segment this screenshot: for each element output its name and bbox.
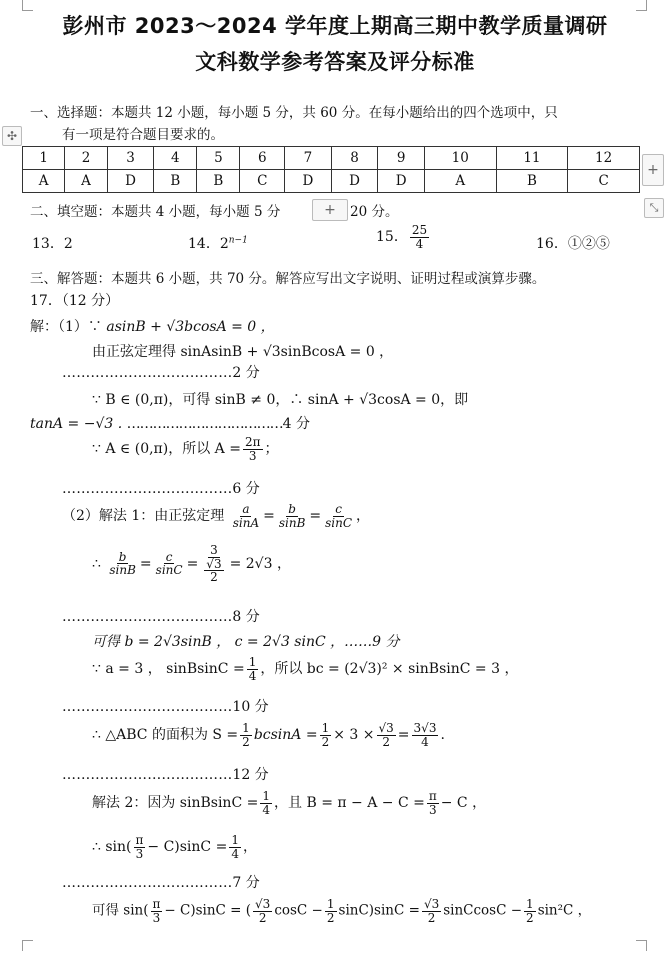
score-marker: ………………………………7 分 — [62, 875, 260, 891]
solution-line: tanA = −√3 . ………………………………4 分 — [30, 416, 311, 432]
add-row-button[interactable]: + — [312, 199, 348, 221]
score-marker: ………………………………12 分 — [62, 767, 269, 783]
table-resize-handle[interactable]: ⤡ — [644, 198, 664, 218]
table-cell-answer: D — [107, 170, 154, 193]
solution-line: ∵ A ∈ (0,π)，所以 A = $\frac{2\pi}{3}$ ； — [92, 435, 279, 463]
score-marker: ………………………………6 分 — [62, 481, 260, 497]
section-heading-cont: 有一项是符合题目要求的。 — [62, 127, 224, 143]
table-row — [23, 170, 640, 193]
table-cell-question-number: 7 — [285, 147, 332, 170]
solution-line: ∵ B ∈ (0,π)，可得 sinB ≠ 0，∴ sinA + √3cosA = 0，即 — [92, 392, 469, 408]
table-cell-answer: A — [424, 170, 496, 193]
fraction: $\frac{√3}{2}$ — [378, 721, 394, 749]
solution-line: 解法 2：因为 sinBsinC = $\frac{1}{4}$ ，且 B = π − A − C = $\frac{\pi}{3}$ − C ， — [92, 789, 487, 817]
table-cell-question-number: 4 — [154, 147, 197, 170]
solution-line: 可得 b = 2√3sinB ， c = 2√3 sinC ，……9 分 — [92, 634, 400, 650]
table-cell-question-number: 10 — [424, 147, 496, 170]
solution-line: 由正弦定理得 sinAsinB + √3sinBcosA = 0 ， — [92, 344, 394, 360]
solution-line: 可得 sin( $\frac{\pi}{3}$ − C)sinC = ( $\frac{√3}{2}$ cosC − $\frac{1}{2}$ sinC)sinC = $\frac{√3}{2}$ sinCcosC − $\frac{1}{2}$ sin²C ， — [92, 897, 592, 925]
fraction: $\frac{\pi}{3}$ — [135, 833, 144, 861]
table-cell-answer: A — [23, 170, 65, 193]
table-cell-answer: D — [285, 170, 332, 193]
table-cell-question-number: 8 — [331, 147, 378, 170]
score-marker: ………………………………2 分 — [62, 365, 260, 381]
table-cell-question-number: 2 — [65, 147, 107, 170]
table-cell-answer: C — [568, 170, 640, 193]
table-row — [23, 147, 640, 170]
fraction: $\frac{1}{4}$ — [248, 655, 257, 683]
answer-16: 16．①②⑤ — [536, 236, 610, 252]
solution-line: 解：（1）∵ asinB + √3bcosA = 0 ， — [30, 319, 275, 335]
fraction: $\frac{√3}{2}$ — [255, 897, 271, 925]
table-cell-question-number: 9 — [378, 147, 425, 170]
compound-fraction: $\frac{3}{\frac{√3}{2}}$ — [206, 543, 222, 585]
fraction: $\frac{b}{\sin B}$ — [278, 502, 306, 530]
table-cell-question-number: 6 — [240, 147, 285, 170]
fraction: $\frac{1}{4}$ — [262, 789, 270, 817]
table-cell-answer: B — [197, 170, 240, 193]
document-title: 彭州市 2023～2024 学年度上期高三期中教学质量调研 — [62, 14, 608, 38]
fraction: $\frac{√3}{2}$ — [423, 897, 440, 925]
section-heading: 三、解答题：本题共 6 小题，共 70 分。解答应写出文字说明、证明过程或演算步骤。 — [30, 271, 546, 287]
section-heading: 一、选择题：本题共 12 小题，每小题 5 分，共 60 分。在每小题给出的四个选项中，只 — [30, 105, 558, 121]
solution-line: ∴ △ABC 的面积为 S = $\frac{1}{2}$ bcsinA = $\frac{1}{2}$ × 3 × $\frac{√3}{2}$ = $\frac{3√3}{4}$ . — [92, 721, 445, 749]
solution-line: （2）解法 1：由正弦定理 $\frac{a}{\sin A}$ = $\frac{b}{\sin B}$ = $\frac{c}{\sin C}$ ， — [62, 502, 371, 530]
fraction: $\frac{c}{\sin C}$ — [325, 502, 353, 530]
fraction: $\frac{\pi}{3}$ — [428, 789, 437, 817]
add-column-button[interactable]: + — [642, 154, 664, 186]
fraction: $\frac{a}{\sin A}$ — [232, 502, 260, 530]
table-cell-question-number: 3 — [107, 147, 154, 170]
page-corner-mark — [636, 940, 647, 951]
table-cell-question-number: 1 — [23, 147, 65, 170]
table-cell-question-number: 5 — [197, 147, 240, 170]
fraction: $\frac{25}{4}$ — [411, 223, 428, 251]
score-marker: ………………………………10 分 — [62, 699, 269, 715]
answer-15: 15． $\frac{25}{4}$ — [376, 223, 428, 251]
solution-line: ∵ a = 3 ， sinBsinC = $\frac{1}{4}$ ，所以 bc = (2√3)² × sinBsinC = 3 ， — [92, 655, 519, 683]
table-cell-question-number: 12 — [568, 147, 640, 170]
score-marker: ………………………………8 分 — [62, 609, 260, 625]
table-cell-answer: A — [65, 170, 107, 193]
table-cell-answer: D — [331, 170, 378, 193]
table-cell-answer: D — [378, 170, 425, 193]
table-move-handle[interactable]: ✣ — [2, 126, 22, 146]
fraction: $\frac{1}{4}$ — [231, 833, 239, 861]
fraction: $\frac{1}{2}$ — [326, 897, 335, 925]
question-number: 17．（12 分） — [30, 293, 120, 309]
solution-line: ∴ sin( $\frac{\pi}{3}$ − C)sinC = $\frac{1}{4}$ ， — [92, 833, 257, 861]
fraction: $\frac{\pi}{3}$ — [152, 897, 161, 925]
fraction: $\frac{2\pi}{3}$ — [244, 435, 261, 463]
table-cell-question-number: 11 — [496, 147, 568, 170]
fraction: $\frac{√3}{2}$ — [206, 556, 222, 585]
answer-table — [22, 146, 640, 193]
answer-13: 13．2 — [32, 236, 73, 252]
fraction: $\frac{b}{\sin B}$ — [109, 549, 136, 578]
fraction: $\frac{c}{\sin C}$ — [155, 549, 183, 578]
fraction: $\frac{3√3}{4}$ — [413, 721, 437, 749]
page-corner-mark — [22, 940, 33, 951]
answer-14: 14．$2^{n-1}$ — [188, 235, 248, 252]
solution-line: ∴ $\frac{b}{\sin B}$ = $\frac{c}{\sin C}$ = $\frac{3}{\frac{√3}{2}}$ = 2√3 ， — [92, 543, 291, 585]
table-cell-answer: B — [496, 170, 568, 193]
table-cell-answer: C — [240, 170, 285, 193]
table-cell-answer: B — [154, 170, 197, 193]
section-heading: 二、填空题：本题共 4 小题，每小题 5 分 — [30, 204, 281, 220]
fraction: $\frac{1}{2}$ — [321, 721, 330, 749]
fraction: $\frac{1}{2}$ — [242, 721, 250, 749]
document-subtitle: 文科数学参考答案及评分标准 — [195, 50, 475, 74]
fraction: $\frac{1}{2}$ — [526, 897, 534, 925]
section-heading-cont: 20 分。 — [350, 204, 399, 220]
